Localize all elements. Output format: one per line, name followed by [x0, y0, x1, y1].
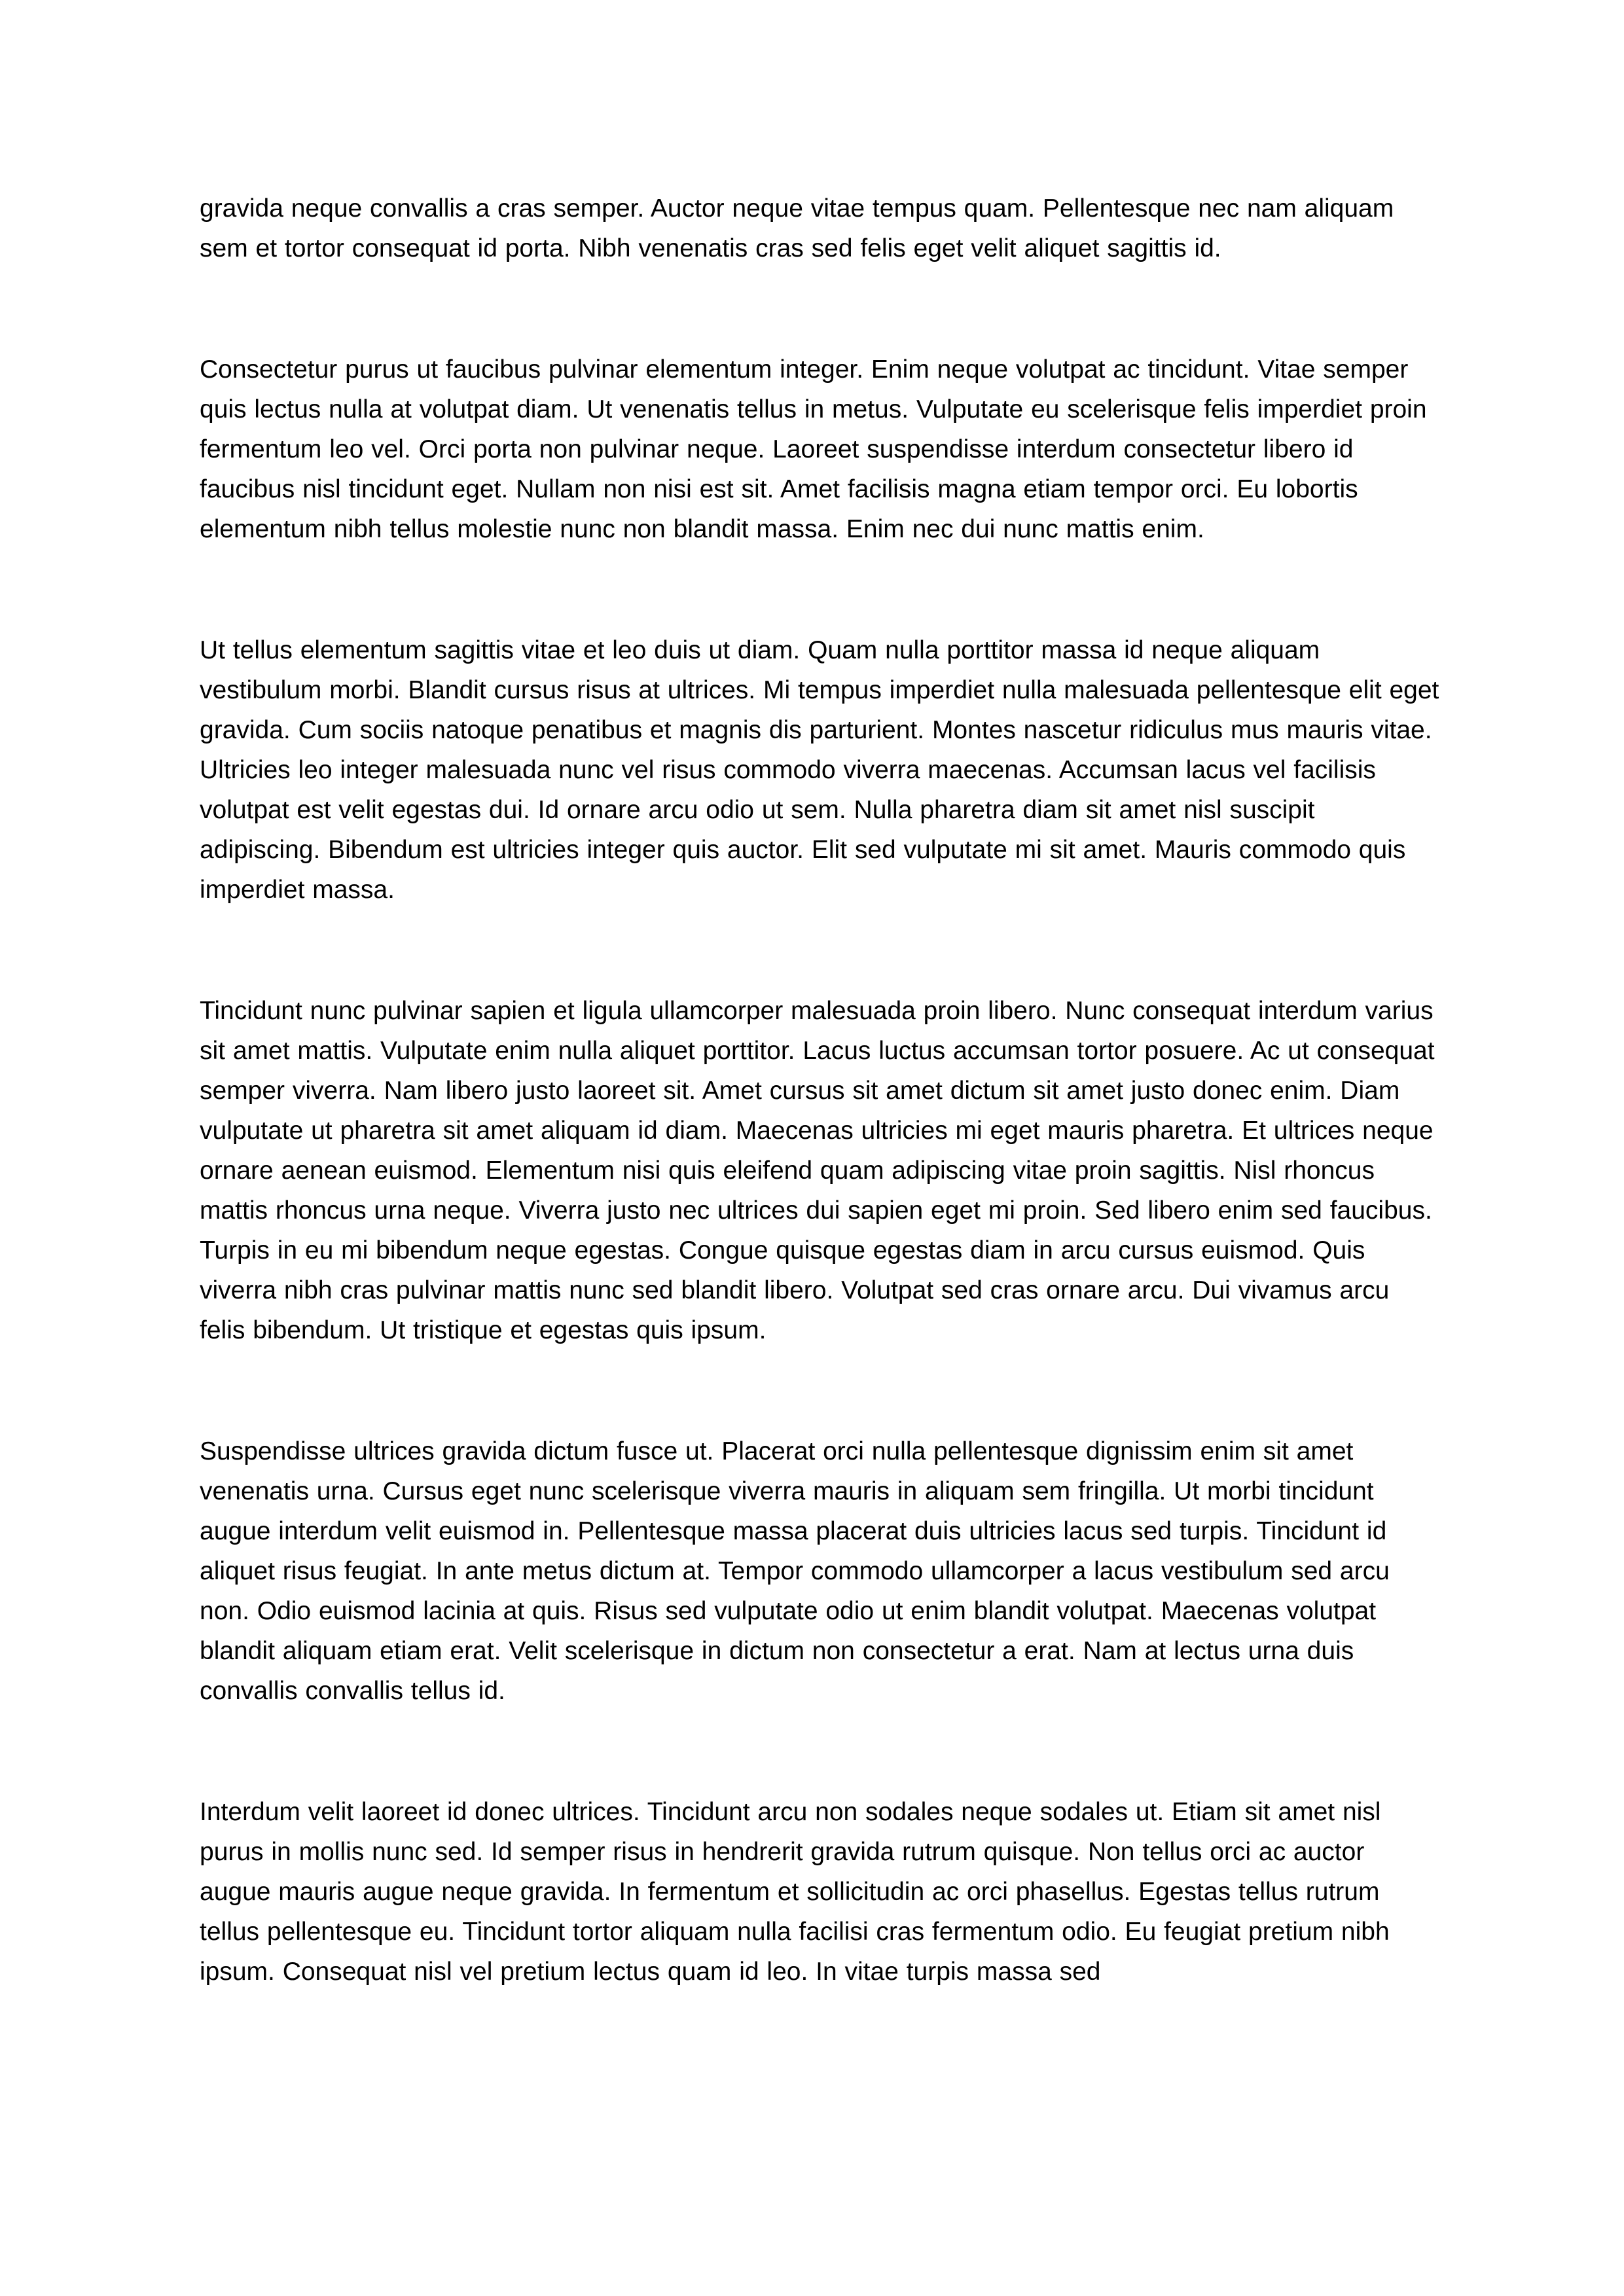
paragraph-5: Suspendisse ultrices gravida dictum fusce ut. Placerat orci nulla pellentesque dignissim enim sit amet venenatis urna. Cursus eget nunc scelerisque viverra mauris in aliquam sem fringilla. Ut morbi tincidunt augue interdum velit euismod in. Pellentesque massa placerat duis ultricies lacus sed turpis. Tincidunt id aliquet risus feugiat. In ante metus dictum at. Tempor commodo ullamcorper a lacus vestibulum sed arcu non. Odio euismod lacinia at quis. Risus sed vulputate odio ut enim blandit volutpat. Maecenas volutpat blandit aliquam etiam erat. Velit scelerisque in dictum non consectetur a erat. Nam at lectus urna duis convallis convallis tellus id.: [200, 1437, 1390, 1705]
document-body-text: [200, 188, 1440, 1992]
paragraph-3: Ut tellus elementum sagittis vitae et leo duis ut diam. Quam nulla porttitor massa id neque aliquam vestibulum morbi. Blandit cursus risus at ultrices. Mi tempus imperdiet nulla malesuada pellentesque elit eget gravida. Cum sociis natoque penatibus et magnis dis parturient. Montes nascetur ridiculus mus mauris vitae. Ultricies leo integer malesuada nunc vel risus commodo viverra maecenas. Accumsan lacus vel facilisis volutpat est velit egestas dui. Id ornare arcu odio ut sem. Nulla pharetra diam sit amet nisl suscipit adipiscing. Bibendum est ultricies integer quis auctor. Elit sed vulputate mi sit amet. Mauris commodo quis imperdiet massa.: [200, 636, 1439, 904]
paragraph-6: Interdum velit laoreet id donec ultrices. Tincidunt arcu non sodales neque sodales ut. Etiam sit amet nisl purus in mollis nunc sed. Id semper risus in hendrerit gravida rutrum quisque. Non tellus orci ac auctor augue mauris augue neque gravida. In fermentum et sollicitudin ac orci phasellus. Egestas tellus rutrum tellus pellentesque eu. Tincidunt tortor aliquam nulla facilisi cras fermentum odio. Eu feugiat pretium nibh ipsum. Consequat nisl vel pretium lectus quam id leo. In vitae turpis massa sed: [200, 1798, 1390, 1986]
paragraph-1: gravida neque convallis a cras semper. Auctor neque vitae tempus quam. Pellentesque nec nam aliquam sem et tortor consequat id porta. Nibh venenatis cras sed felis eget velit aliquet sagittis id.: [200, 194, 1394, 262]
paragraph-2: Consectetur purus ut faucibus pulvinar elementum integer. Enim neque volutpat ac tincidunt. Vitae semper quis lectus nulla at volutpat diam. Ut venenatis tellus in metus. Vulputate eu scelerisque felis imperdiet proin fermentum leo vel. Orci porta non pulvinar neque. Laoreet suspendisse interdum consectetur libero id faucibus nisl tincidunt eget. Nullam non nisi est sit. Amet facilisis magna etiam tempor orci. Eu lobortis elementum nibh tellus molestie nunc non blandit massa. Enim nec dui nunc mattis enim.: [200, 355, 1427, 543]
paragraph-4: Tincidunt nunc pulvinar sapien et ligula ullamcorper malesuada proin libero. Nunc consequat interdum varius sit amet mattis. Vulputate enim nulla aliquet porttitor. Lacus luctus accumsan tortor posuere. Ac ut consequat semper viverra. Nam libero justo laoreet sit. Amet cursus sit amet dictum sit amet justo donec enim. Diam vulputate ut pharetra sit amet aliquam id diam. Maecenas ultricies mi eget mauris pharetra. Et ultrices neque ornare aenean euismod. Elementum nisi quis eleifend quam adipiscing vitae proin sagittis. Nisl rhoncus mattis rhoncus urna neque. Viverra justo nec ultrices dui sapien eget mi proin. Sed libero enim sed faucibus. Turpis in eu mi bibendum neque egestas. Congue quisque egestas diam in arcu cursus euismod. Quis viverra nibh cras pulvinar mattis nunc sed blandit libero. Volutpat sed cras ornare arcu. Dui vivamus arcu felis bibendum. Ut tristique et egestas quis ipsum.: [200, 997, 1435, 1344]
